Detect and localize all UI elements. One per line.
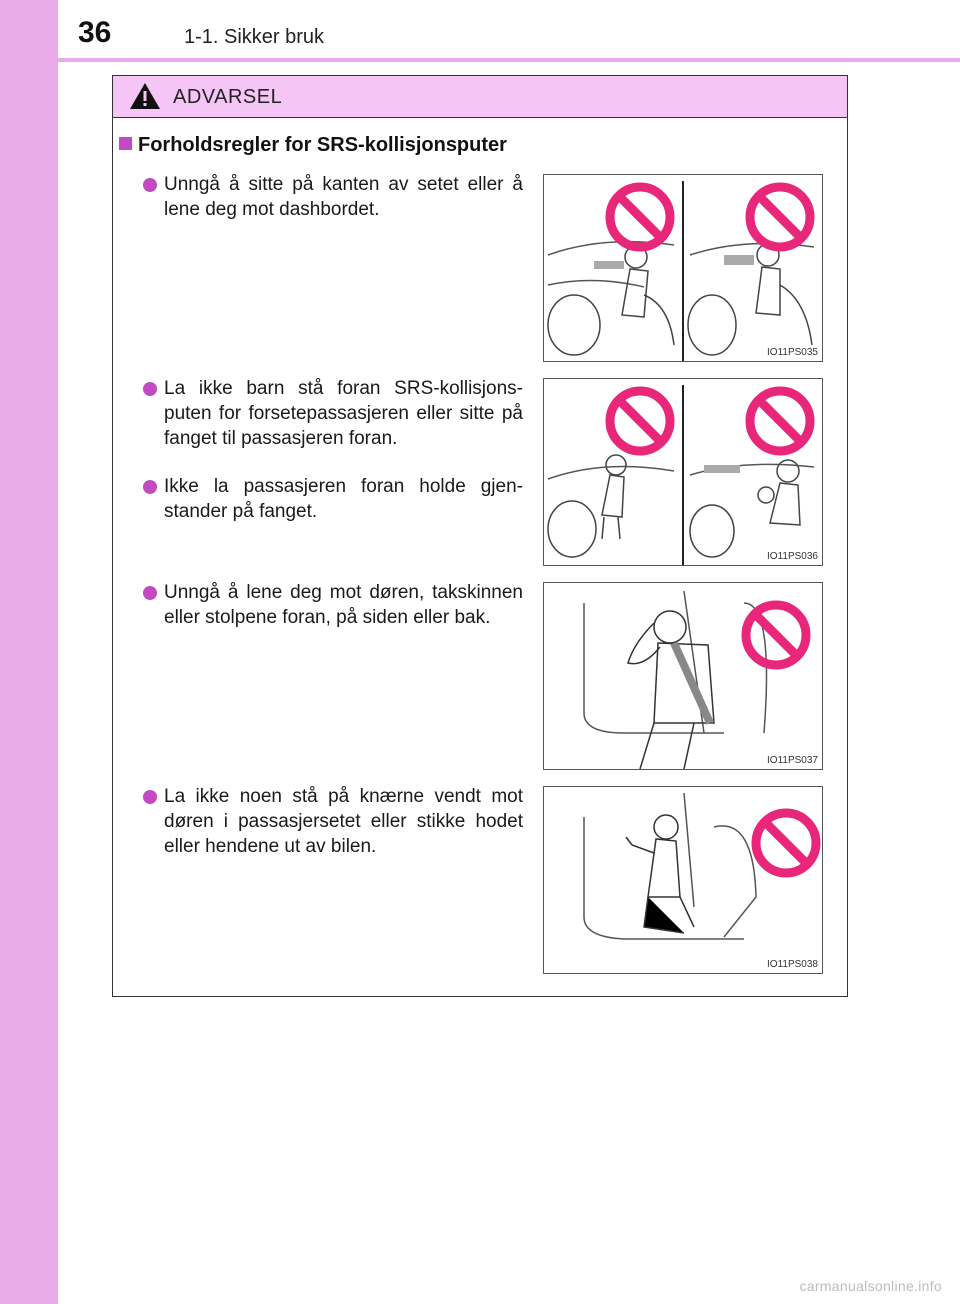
- illustration-drawing: [544, 175, 822, 361]
- bullet-dot-icon: [143, 790, 157, 804]
- illustration-sitting-near-dashboard: [543, 174, 823, 362]
- prohibition-icon: [610, 187, 670, 247]
- illustration-kneeling-on-seat: [543, 786, 823, 974]
- footer-watermark: carmanualsonline.info: [799, 1278, 942, 1294]
- bullet-text: La ikke noen stå på knærne vendt mot døren i passasjersetet eller stikke hodet eller hendene ut av bilen.: [164, 786, 523, 857]
- prohibition-icon: [750, 391, 810, 451]
- bullet-item: [143, 172, 523, 222]
- figure-code: IO11PS038: [767, 959, 818, 970]
- bullet-item: [143, 376, 523, 451]
- prohibition-icon: [746, 605, 806, 665]
- warning-header: [113, 76, 847, 118]
- prohibition-icon: [610, 391, 670, 451]
- illustration-drawing: [544, 787, 822, 973]
- prohibition-icon: [756, 813, 816, 873]
- bullet-dot-icon: [143, 382, 157, 396]
- sub-heading: [119, 134, 507, 157]
- bullet-item: [143, 580, 523, 630]
- warning-label: ADVARSEL: [173, 86, 283, 108]
- bullet-item: [143, 474, 523, 524]
- section-title: 1-1. Sikker bruk: [184, 26, 325, 48]
- bullet-dot-icon: [143, 586, 157, 600]
- bullet-text: Unngå å sitte på kanten av setet eller å lene deg mot dashbordet.: [164, 174, 523, 220]
- illustration-drawing: [544, 583, 822, 769]
- prohibition-icon: [750, 187, 810, 247]
- warning-box: [112, 75, 848, 997]
- square-bullet-icon: [119, 137, 132, 150]
- top-band: [0, 0, 960, 58]
- figure-code: IO11PS035: [767, 347, 818, 358]
- top-tab: [0, 0, 58, 58]
- sub-heading-text: Forholdsregler for SRS-kollisjonsputer: [138, 134, 507, 156]
- side-stripe: [0, 0, 58, 1304]
- bullet-text: Unngå å lene deg mot døren, takskinnen eller stolpene foran, på siden eller bak.: [164, 582, 523, 628]
- page-number: 36: [78, 16, 112, 49]
- top-rule: [0, 58, 960, 62]
- figure-code: IO11PS037: [767, 755, 818, 766]
- warning-triangle-icon: [129, 81, 161, 111]
- bullet-text: La ikke barn stå foran SRS-kollisjons-puten for forsetepassasjeren eller sitte på fanget til passasjeren foran.: [164, 378, 523, 449]
- bullet-dot-icon: [143, 178, 157, 192]
- illustration-drawing: [544, 379, 822, 565]
- figure-code: IO11PS036: [767, 551, 818, 562]
- bullet-text: Ikke la passasjeren foran holde gjen-stander på fanget.: [164, 476, 523, 522]
- illustration-leaning-on-door: [543, 582, 823, 770]
- bullet-dot-icon: [143, 480, 157, 494]
- illustration-child-near-airbag: [543, 378, 823, 566]
- bullet-item: [143, 784, 523, 859]
